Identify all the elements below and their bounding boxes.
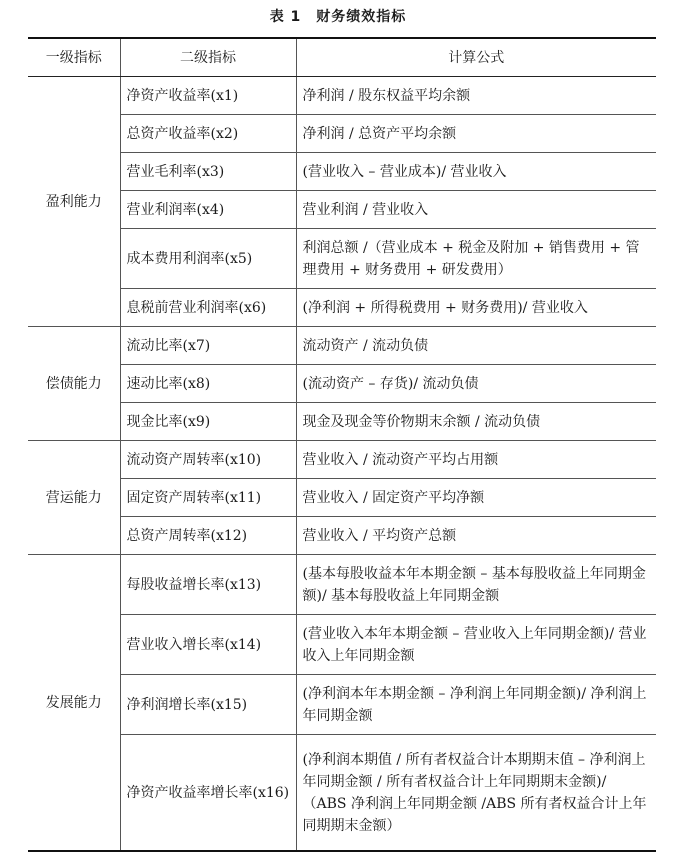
table-row — [28, 615, 656, 675]
indicator-cell: 流动资产周转率(x10) — [120, 441, 296, 479]
formula-cell: 营业利润 / 营业收入 — [296, 191, 656, 229]
indicator-cell: 总资产收益率(x2) — [120, 115, 296, 153]
indicator-cell: 净资产收益率增长率(x16) — [120, 735, 296, 852]
table-row — [28, 479, 656, 517]
group-name: 发展能力 — [28, 555, 120, 852]
formula-cell: (流动资产 – 存货)/ 流动负债 — [296, 365, 656, 403]
group-name: 偿债能力 — [28, 327, 120, 441]
formula-cell: 净利润 / 总资产平均余额 — [296, 115, 656, 153]
table-row — [28, 77, 656, 115]
formula-cell: 流动资产 / 流动负债 — [296, 327, 656, 365]
table-row — [28, 191, 656, 229]
table-row — [28, 365, 656, 403]
formula-cell: (营业收入 – 营业成本)/ 营业收入 — [296, 153, 656, 191]
formula-cell: 净利润 / 股东权益平均余额 — [296, 77, 656, 115]
group-name: 盈利能力 — [28, 77, 120, 327]
formula-cell: 营业收入 / 平均资产总额 — [296, 517, 656, 555]
indicator-cell: 成本费用利润率(x5) — [120, 229, 296, 289]
indicator-cell: 速动比率(x8) — [120, 365, 296, 403]
table-caption: 表 1 财务绩效指标 — [269, 9, 407, 25]
table-row — [28, 735, 656, 852]
indicator-cell: 每股收益增长率(x13) — [120, 555, 296, 615]
table-row — [28, 229, 656, 289]
formula-cell: (基本每股收益本年本期金额 – 基本每股收益上年同期金额)/ 基本每股收益上年同期金额 — [296, 555, 656, 615]
table-row — [28, 675, 656, 735]
header-formula: 计算公式 — [296, 38, 656, 77]
formula-cell: 利润总额 /（营业成本 + 税金及附加 + 销售费用 + 管理费用 + 财务费用 + 研发费用） — [296, 229, 656, 289]
indicator-cell: 营业收入增长率(x14) — [120, 615, 296, 675]
table-row — [28, 517, 656, 555]
table-row — [28, 403, 656, 441]
group-name: 营运能力 — [28, 441, 120, 555]
formula-cell: 营业收入 / 流动资产平均占用额 — [296, 441, 656, 479]
formula-cell: (营业收入本年本期金额 – 营业收入上年同期金额)/ 营业收入上年同期金额 — [296, 615, 656, 675]
financial-indicators-table — [28, 37, 656, 852]
indicator-cell: 息税前营业利润率(x6) — [120, 289, 296, 327]
table-row — [28, 115, 656, 153]
indicator-cell: 流动比率(x7) — [120, 327, 296, 365]
header-level1: 一级指标 — [28, 38, 120, 77]
indicator-cell: 营业毛利率(x3) — [120, 153, 296, 191]
indicator-cell: 固定资产周转率(x11) — [120, 479, 296, 517]
table-row — [28, 289, 656, 327]
indicator-cell: 净利润增长率(x15) — [120, 675, 296, 735]
formula-cell: (净利润 + 所得税费用 + 财务费用)/ 营业收入 — [296, 289, 656, 327]
formula-cell: 现金及现金等价物期末余额 / 流动负债 — [296, 403, 656, 441]
table-row — [28, 441, 656, 479]
formula-cell: 营业收入 / 固定资产平均净额 — [296, 479, 656, 517]
indicator-cell: 总资产周转率(x12) — [120, 517, 296, 555]
indicator-cell: 营业利润率(x4) — [120, 191, 296, 229]
header-level2: 二级指标 — [120, 38, 296, 77]
formula-cell: (净利润本期值 / 所有者权益合计本期期末值 – 净利润上年同期金额 / 所有者权益合计上年同期期末金额)/（ABS 净利润上年同期金额 /ABS 所有者权益合计上年同期期末金额） — [296, 735, 656, 852]
indicator-cell: 净资产收益率(x1) — [120, 77, 296, 115]
header-row — [28, 38, 656, 77]
table-row — [28, 327, 656, 365]
table-row — [28, 555, 656, 615]
table-row — [28, 153, 656, 191]
indicator-cell: 现金比率(x9) — [120, 403, 296, 441]
formula-cell: (净利润本年本期金额 – 净利润上年同期金额)/ 净利润上年同期金额 — [296, 675, 656, 735]
